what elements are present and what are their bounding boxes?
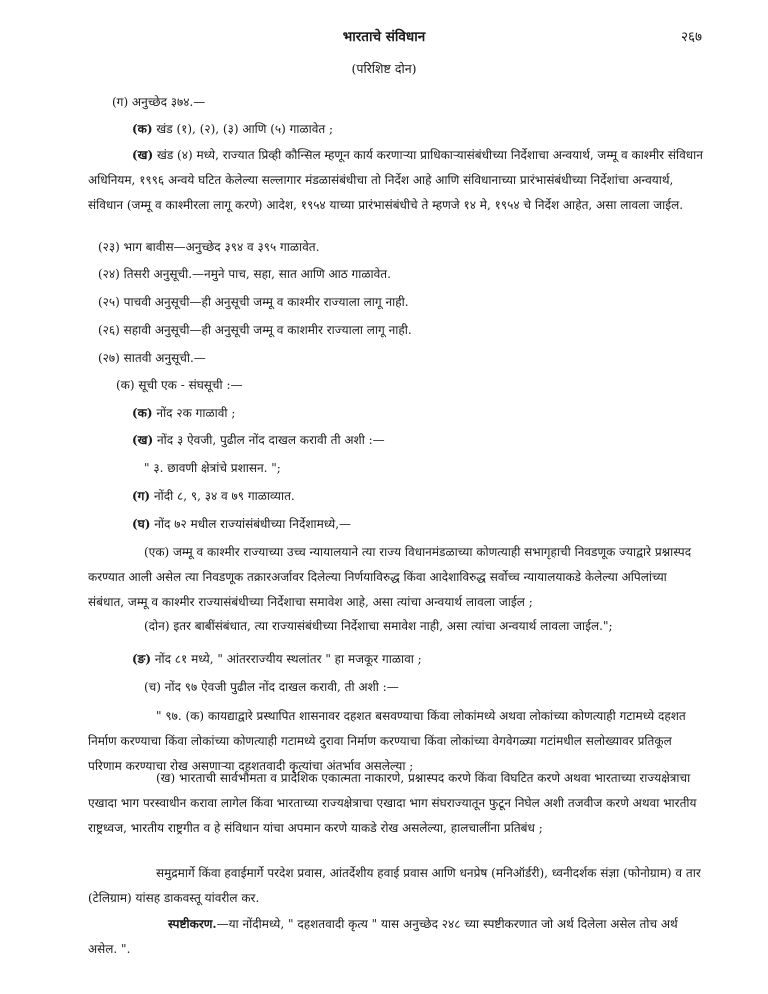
clause-ka <box>132 121 333 138</box>
list-entry-nga-label: (ङ) <box>132 652 151 666</box>
item-27: (२७) सातवी अनुसूची.— <box>98 351 206 365</box>
sea-air-travel-paragraph: समुद्रमार्गे किंवा हवाईमार्गे परदेश प्रवास, आंतर्देशीय हवाई प्रवास आणि धनप्रेष (मनिऑर्डरी), ध्वनीदर्शक संज्ञा (फोनोग्राम) व तार (टेलिग्राम) यांसह डाकवस्तू यांवरील कर. <box>88 866 701 905</box>
list-entry-gha <box>132 516 351 533</box>
entry-97-clause-ka: " ९७. (क) कायद्याद्वारे प्रस्थापित शासनावर दहशत बसवण्याचा किंवा लोकांमध्ये अथवा लोकांच्या कोणत्याही गटामध्ये दहशत निर्माण करण्याचा किंवा लोकांच्या कोणत्याही गटामध्ये दुरावा निर्माण करण्याचा किंवा लोकांच्या वेगवेगळ्या गटांमधील सलोख्यावर प्रतिकूल परिणाम करण्याचा रोख असणाऱ्या दहशतवादी कृत्यांचा अंतर्भाव असलेल्या ; <box>88 709 686 773</box>
explanation-paragraph <box>88 912 706 962</box>
clause-ka-text: खंड (१), (२), (३) आणि (५) गाळावेत ; <box>156 122 334 136</box>
list-entry-nga <box>132 651 422 668</box>
page-header-title: भारताचे संविधान <box>342 29 426 45</box>
list-entry-ga-text: नोंदी ८, ९, ३४ व ७९ गाळाव्यात. <box>153 489 295 503</box>
explanation-text: —या नोंदीमध्ये, " दहशतवादी कृत्य " यास अनुच्छेद २४८ च्या स्पष्टीकरणात जो अर्थ दिलेला असेल तोच अर्थ असेल. ". <box>88 917 678 956</box>
page-number: २६७ <box>680 29 702 45</box>
clause-kha-paragraph <box>88 143 706 218</box>
clause-kha-text: खंड (४) मध्ये, राज्यात प्रिव्ही कौन्सिल म्हणून कार्य करणाऱ्या प्राधिकाऱ्यासंबंधीच्या निर्देशाचा अन्वयार्थ, जम्मू व काश्मीर संविधान अधिनियम, १९९६ अन्वये घटित केलेल्या सल्लागार मंडळासंबंधीचा तो निर्देश आहे आणि संविधानाच्या प्रारंभासंबंधीच्या निर्देशांचा अन्वयार्थ, संविधान (जम्मू व काश्मीरला लागू करणे) आदेश, १९५४ याच्या प्रारंभासंबंधीचे ते म्हणजे १४ मे, १९५४ चे निर्देश आहेत, असा लावला जाईल. <box>88 148 703 212</box>
clause-kha-label: (ख) <box>132 148 154 162</box>
list-entry-kha <box>132 432 385 449</box>
quoted-entry-3: " ३. छावणी क्षेत्रांचे प्रशासन. "; <box>144 461 281 475</box>
appendix-subtitle: (परिशिष्ट दोन) <box>351 61 417 76</box>
list-entry-cha: (च) नोंद ९७ ऐवजी पुढील नोंद दाखल करावी, ती अशी :— <box>144 680 399 694</box>
list-entry-ka-text: नोंद २क गाळावी ; <box>156 406 236 420</box>
item-24: (२४) तिसरी अनुसूची.—नमुने पाच, सहा, सात आणि आठ गाळावेत. <box>98 267 391 281</box>
list-entry-gha-label: (घ) <box>132 517 151 531</box>
list-entry-ga-label: (ग) <box>132 489 151 503</box>
entry-97-clause-kha: (ख) भारताची सार्वभौमता व प्रादेशिक एकात्मता नाकारणे, प्रश्नास्पद करणे किंवा विघटित करणे अथवा भारताच्या राज्यक्षेत्राचा एखादा भाग परस्वाधीन करावा लागेल किंवा भारताच्या राज्यक्षेत्राचा एखादा भाग संघराज्यातून फुटून निघेल अशी तजवीज करणे अथवा भारतीय राष्ट्रध्वज, भारतीय राष्ट्रगीत व हे संविधान यांचा अपमान करणे याकडे रोख असलेल्या, हालचालींना प्रतिबंध ; <box>88 771 697 835</box>
list-entry-kha-label: (ख) <box>132 433 154 447</box>
list-entry-gha-text: नोंद ७२ मधील राज्यांसंबंधीच्या निर्देशामध्ये,— <box>154 517 352 531</box>
list-entry-ga <box>132 488 295 505</box>
item-26: (२६) सहावी अनुसूची—ही अनुसूची जम्मू व काशमीर राज्याला लागू नाही. <box>98 323 412 337</box>
list-entry-ka-label: (क) <box>132 406 153 420</box>
list-entry-kha-text: नोंद ३ ऐवजी, पुढील नोंद दाखल करावी ती अशी :— <box>157 433 385 447</box>
item-25: (२५) पाचवी अनुसूची—ही अनुसूची जम्मू व काश्मीर राज्याला लागू नाही. <box>98 295 409 309</box>
sub-clause-ek: (एक) जम्मू व काश्मीर राज्याच्या उच्च न्यायालयाने त्या राज्य विधानमंडळाच्या कोणत्याही सभागृहाची निवडणूक ज्याद्वारे प्रश्नास्पद करण्यात आली असेल त्या निवडणूक तक्रारअर्जावर दिलेल्या निर्णयाविरुद्ध किंवा आदेशाविरुद्ध सर्वोच्च न्यायालयाकडे केलेल्या अपिलांच्या संबंधात, जम्मू व काश्मीर राज्यासंबंधीच्या निर्देशाचा समावेश आहे, असा त्यांचा अन्वयार्थ लावला जाईल ; <box>88 545 692 609</box>
list-entry-nga-text: नोंद ८१ मध्ये, " आंतरराज्यीय स्थलांतर " हा मजकूर गाळावा ; <box>154 652 422 666</box>
sub-clause-don: (दोन) इतर बाबींसंबंधात, त्या राज्यासंबंधीच्या निर्देशाचा समावेश नाही, असा त्यांचा अन्वयार्थ लावला जाईल."; <box>144 619 613 633</box>
article-374-heading: (ग) अनुच्छेद ३७४.— <box>112 95 206 109</box>
explanation-label: स्पष्टीकरण. <box>168 917 217 931</box>
item-23: (२३) भाग बावीस—अनुच्छेद ३९४ व ३९५ गाळावेत. <box>98 240 320 254</box>
list-entry-ka <box>132 405 235 422</box>
clause-ka-label: (क) <box>132 122 153 136</box>
union-list-heading: (क) सूची एक - संघसूची :— <box>116 378 243 392</box>
